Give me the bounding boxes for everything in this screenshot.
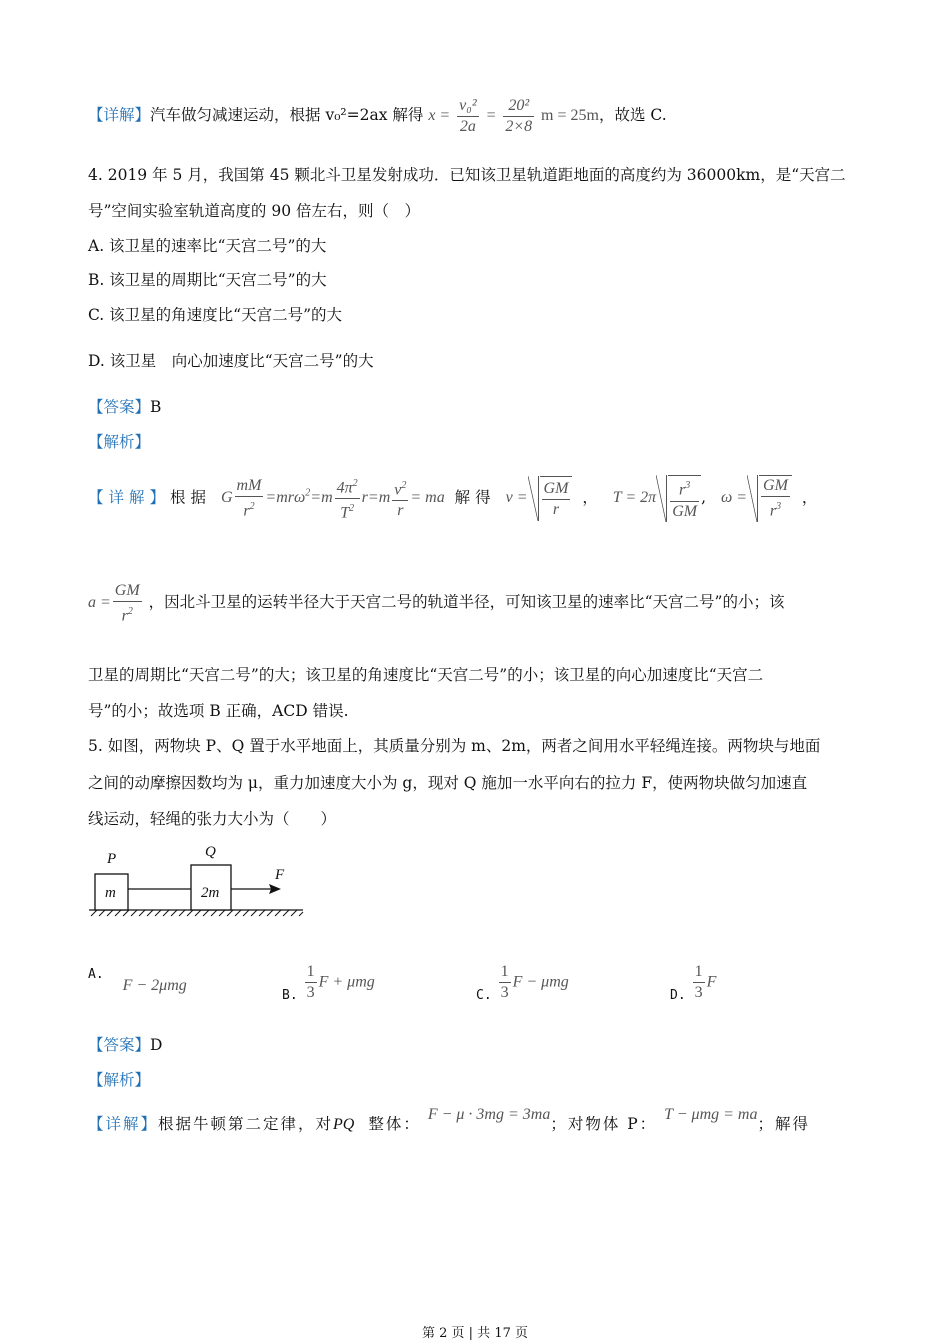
q5-stem-line-1: 5. 如图，两物块 P、Q 置于水平地面上，其质量分别为 m、2m，两者之间用水平轻绳连接。两物块与地面 xyxy=(88,737,821,755)
detail-text: 汽车做匀减速运动，根据 v₀²=2ax 解得 xyxy=(150,106,424,124)
q5-option-d xyxy=(670,962,716,1003)
q4-option-d: D. 该卫星 向心加速度比“天宫二号”的大 xyxy=(88,352,374,370)
q4-analysis-tag: 【解析】 xyxy=(88,433,151,451)
q5-option-c-frac: $\frac{1}{3}$ xyxy=(500,963,509,1001)
q5-option-c xyxy=(476,962,569,1003)
q4-answer-value: B xyxy=(150,398,162,416)
q4-formula-omega: ω = $\frac{GM}{r^3}$ xyxy=(721,489,792,506)
formula-x: x = xyxy=(428,107,451,124)
q4-formula-a: a = $\frac{GM}{r^2}$ xyxy=(88,581,140,624)
q4-option-b: B. 该卫星的周期比“天宫二号”的大 xyxy=(88,271,327,289)
formula-frac-1: $\frac{\text{v₀²}}{2a}$ xyxy=(459,96,477,135)
q5-option-c-letter: C. xyxy=(476,987,492,1003)
q4-detail-prefix: 根据 xyxy=(170,488,212,507)
q5-analysis-tag: 【解析】 xyxy=(88,1071,151,1089)
q5-eq1: F − μ · 3mg = 3ma xyxy=(427,1106,551,1123)
q5-answer xyxy=(88,1034,162,1056)
q4-detail-line: 【详解】根据 G $\frac{mM}{r^2}$ =mrω$^2$=m $\frac{4\pi^2}{T^2}$ r=m $\frac{v^2}{r}$ = ma 解得 v = $\frac{GM}{r}$ ， T = 2π $\frac{r^3}{GM}$ , ω = $\frac{GM}{r^3}$ ， xyxy=(88,472,822,523)
label-q: Q xyxy=(205,844,216,860)
detail-line-1 xyxy=(88,95,667,137)
q5-detail-a: 根据牛顿第二定律，对 xyxy=(158,1115,334,1133)
q4-detail-para-3: 号”的小；故选项 B 正确，ACD 错误. xyxy=(88,702,349,720)
q4-stem-line-1: 4. 2019 年 5 月，我国第 45 颗北斗卫星发射成功．已知该卫星轨道距地面的高度约为 36000km，是“天宫二 xyxy=(88,166,846,184)
q4-answer-tag: 【答案】 xyxy=(88,398,151,416)
q4-formula-gravity: G $\frac{mM}{r^2}$ =mrω$^2$=m $\frac{4\pi^2}{T^2}$ r=m $\frac{v^2}{r}$ = ma xyxy=(221,489,445,506)
q5-option-d-letter: D. xyxy=(670,987,686,1003)
label-mass-q: 2m xyxy=(201,885,220,901)
q4-stem-line-2: 号”空间实验室轨道高度的 90 倍左右，则（ ） xyxy=(88,202,421,220)
q4-option-c: C. 该卫星的角速度比“天宫二号”的大 xyxy=(88,306,343,324)
q5-option-a xyxy=(88,962,187,994)
q5-option-b xyxy=(282,962,375,1003)
q4-detail-tag: 【详解】 xyxy=(88,488,171,507)
label-p: P xyxy=(107,851,117,867)
q5-stem-line-2: 之间的动摩擦因数均为 μ，重力加速度大小为 g，现对 Q 施加一水平向右的拉力 F，使两物块做匀加速直 xyxy=(88,774,808,792)
q5-answer-tag: 【答案】 xyxy=(88,1036,151,1054)
q4-detail-solve: 解得 xyxy=(454,488,496,507)
q5-option-d-expr: F xyxy=(706,973,717,991)
q5-option-a-expr: F − 2μmg xyxy=(122,977,187,994)
q5-detail-tag: 【详解】 xyxy=(88,1115,159,1133)
q5-option-b-expr: F + μmg xyxy=(318,973,375,991)
q5-stem-line-3: 线运动，轻绳的张力大小为（ ） xyxy=(88,810,337,828)
q4-detail-para-1-text: ，因北斗卫星的运转半径大于天宫二号的轨道半径，可知该卫星的速率比“天宫二号”的小；该 xyxy=(148,593,785,611)
detail-tag: 【详解】 xyxy=(88,106,151,124)
page-footer: 第 2 页 | 共 17 页 xyxy=(422,1326,528,1341)
q5-option-b-letter: B. xyxy=(282,987,298,1003)
q5-option-b-frac: $\frac{1}{3}$ xyxy=(306,963,315,1001)
q5-detail-c: ；对物体 P： xyxy=(550,1115,658,1133)
formula-eq: = xyxy=(485,107,497,124)
q5-eq2: T − μmg = ma xyxy=(664,1106,758,1123)
label-force: F xyxy=(275,867,285,883)
q4-detail-para-1 xyxy=(88,580,784,626)
q5-option-c-expr: F − μmg xyxy=(512,973,569,991)
q5-detail-pq: PQ xyxy=(333,1116,355,1133)
formula-frac-2: $\frac{\text{20²}}{2\times 8}$ xyxy=(505,96,533,135)
q5-detail-b: 整体： xyxy=(368,1115,421,1133)
q5-answer-value: D xyxy=(150,1036,163,1054)
q4-formula-t: T = 2π $\frac{r^3}{GM}$ xyxy=(613,489,701,506)
q4-answer xyxy=(88,396,161,418)
detail-tail: ，故选 C. xyxy=(598,106,667,124)
label-mass-p: m xyxy=(105,885,116,901)
q4-formula-v: v = $\frac{GM}{r}$ xyxy=(506,489,573,506)
q5-detail-d: ；解得 xyxy=(757,1115,810,1133)
q5-detail-line xyxy=(88,1102,810,1147)
q5-option-d-frac: $\frac{1}{3}$ xyxy=(694,963,703,1001)
q4-detail-para-2: 卫星的周期比“天宫二号”的大；该卫星的角速度比“天宫二号”的小；该卫星的向心加速度比“天宫二 xyxy=(88,666,764,684)
q5-option-a-letter: A. xyxy=(88,967,104,982)
formula-result: m = 25m xyxy=(541,107,599,124)
q5-figure xyxy=(85,838,315,920)
q4-option-a: A. 该卫星的速率比“天宫二号”的大 xyxy=(88,237,327,255)
